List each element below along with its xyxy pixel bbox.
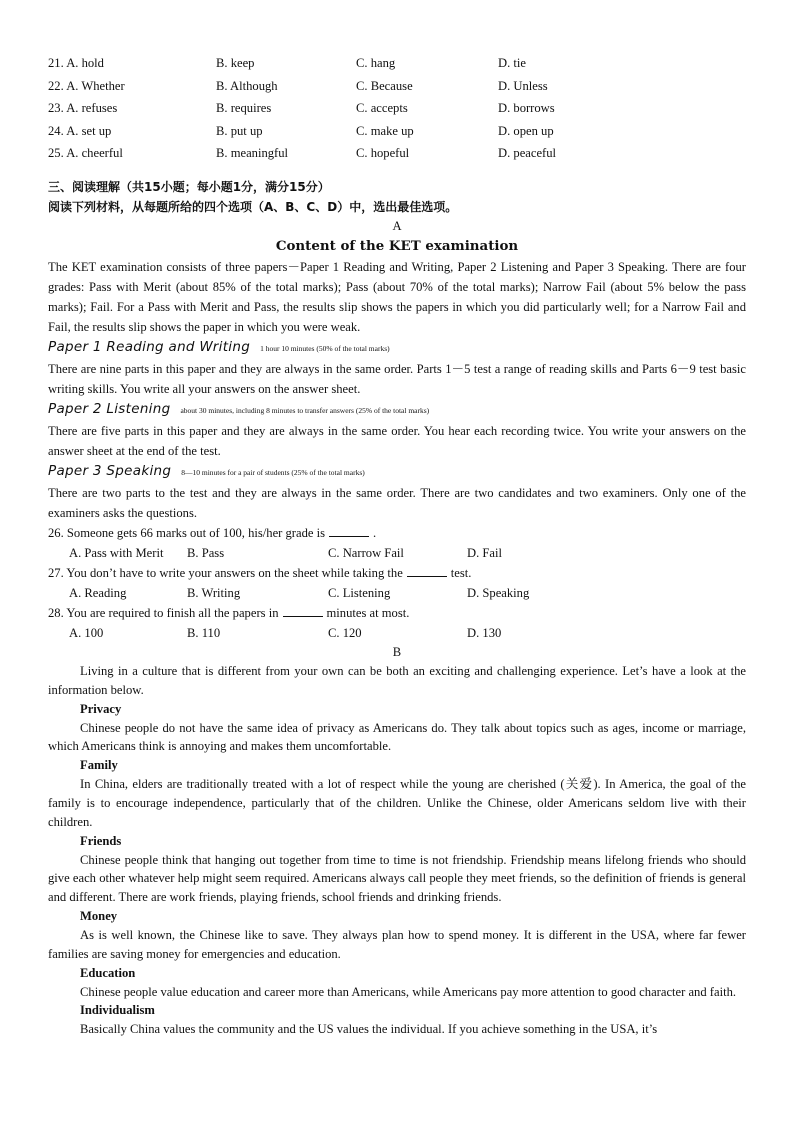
option-a: 25. A. cheerful bbox=[48, 146, 123, 161]
passage-a-letter: A bbox=[392, 218, 402, 233]
paper-3-text: There are two parts to the test and they are always in the same order. There are two candidates and two examiners. Only one of the examiners asks the questions. bbox=[48, 485, 746, 520]
option-b: B. Writing bbox=[187, 585, 241, 600]
section-text-family: In China, elders are traditionally treated with a lot of respect while the young are cherished (关爱). In America, the goal of the family is to encourage independence, particularly that of the children. Unlike the Chinese, older Americans seldom live with their children. bbox=[48, 777, 746, 829]
option-a: A. Pass with Merit bbox=[69, 545, 164, 560]
options-block bbox=[48, 52, 746, 165]
question-28-options bbox=[48, 623, 746, 643]
question-26-options bbox=[48, 543, 746, 563]
section-text-friends: Chinese people think that hanging out together from time to time is not friendship. Friendship means lifelong friends who should give each other whatever help might seem required. Americans always call people they meet friends, so the definition of friends is general and different. There are work friends, playing friends, school friends and drinking friends. bbox=[48, 852, 746, 905]
option-c: C. make up bbox=[356, 123, 414, 138]
section-text-privacy: Chinese people do not have the same idea of privacy as Americans do. They talk about topics such as ages, income or marriage, which Americans think is annoying and makes them uncomfortable. bbox=[48, 720, 746, 754]
option-d: D. Speaking bbox=[467, 585, 530, 600]
question-26: 26. Someone gets 66 marks out of 100, his/her grade is . bbox=[48, 525, 377, 540]
option-c: C. accepts bbox=[356, 101, 408, 116]
question-27: 27. You don’t have to write your answers on the sheet while taking the test. bbox=[48, 565, 472, 580]
option-c: C. 120 bbox=[328, 625, 362, 640]
option-row bbox=[48, 75, 746, 98]
option-d: D. open up bbox=[498, 123, 554, 138]
section-text-individualism: Basically China values the community and the US values the individual. If you achieve something in the USA, it’s bbox=[80, 1022, 658, 1037]
section-instruction: 阅读下列材料，从每题所给的四个选项（A、B、C、D）中，选出最佳选项。 bbox=[48, 199, 458, 214]
option-b: B. Although bbox=[216, 78, 278, 93]
option-a: A. Reading bbox=[69, 585, 127, 600]
section-heading-money: Money bbox=[80, 908, 118, 923]
paper-3-heading: Paper 3 Speaking 8—10 minutes for a pair of students (25% of the total marks) bbox=[48, 462, 365, 479]
section-heading-family: Family bbox=[80, 758, 118, 773]
section-heading-friends: Friends bbox=[80, 833, 122, 848]
option-a: 22. A. Whether bbox=[48, 78, 125, 93]
paper-2-note: about 30 minutes, including 8 minutes to transfer answers (25% of the total marks) bbox=[180, 405, 430, 415]
option-b: B. requires bbox=[216, 101, 272, 116]
passage-b-letter: B bbox=[392, 644, 402, 659]
paper-1-heading: Paper 1 Reading and Writing 1 hour 10 minutes (50% of the total marks) bbox=[48, 338, 390, 355]
paper-1-note: 1 hour 10 minutes (50% of the total marks) bbox=[260, 343, 390, 353]
option-d: D. tie bbox=[498, 56, 526, 70]
answer-blank bbox=[329, 524, 369, 537]
option-b: B. meaningful bbox=[216, 146, 289, 161]
section-heading-privacy: Privacy bbox=[80, 701, 122, 716]
section-heading-individualism: Individualism bbox=[80, 1003, 155, 1018]
answer-blank bbox=[283, 604, 323, 617]
option-d: D. Unless bbox=[498, 78, 548, 93]
option-c: C. hang bbox=[356, 56, 396, 70]
passage-a-intro: The KET examination consists of three papers－Paper 1 Reading and Writing, Paper 2 Listening and Paper 3 Speaking. There are four grades: Pass with Merit (about 85% of the total marks); Pass (about 70% of the total marks); Narrow Fail (about 5% below the pass marks); Fail. For a Pass with Merit and Pass, the results slip shows the papers in which you did particularly well; for a Narrow Fail and Fail, the results slip shows the paper in which you were weak. bbox=[48, 259, 746, 334]
option-d: D. peaceful bbox=[498, 146, 557, 161]
paper-1-text: There are nine parts in this paper and they are always in the same order. Parts 1－5 test a range of reading skills and Parts 6－9 test basic writing skills. You write all your answers on the answer sheet. bbox=[48, 361, 746, 396]
option-a: A. 100 bbox=[69, 625, 104, 640]
option-d: D. Fail bbox=[467, 545, 502, 560]
section-text-education: Chinese people value education and career more than Americans, while Americans pay more attention to good character and faith. bbox=[80, 984, 737, 999]
option-row bbox=[48, 52, 746, 75]
option-c: C. Because bbox=[356, 78, 413, 93]
question-28: 28. You are required to finish all the papers in minutes at most. bbox=[48, 605, 410, 620]
section-title: 三、阅读理解（共15小题；每小题1分，满分15分） bbox=[48, 179, 330, 194]
answer-blank bbox=[407, 564, 447, 577]
option-b: B. 110 bbox=[187, 625, 221, 640]
option-b: B. keep bbox=[216, 56, 255, 70]
passage-b-intro: Living in a culture that is different from your own can be both an exciting and challenging experience. Let’s have a look at the information below. bbox=[48, 663, 746, 697]
option-a: 24. A. set up bbox=[48, 123, 112, 138]
option-b: B. Pass bbox=[187, 545, 225, 560]
option-a: 21. A. hold bbox=[48, 56, 104, 70]
option-row bbox=[48, 142, 746, 165]
paper-3-note: 8—10 minutes for a pair of students (25% of the total marks) bbox=[181, 467, 365, 477]
section-heading-education: Education bbox=[80, 965, 136, 980]
paper-2-text: There are five parts in this paper and they are always in the same order. You hear each recording twice. You write your answers on the answer sheet at the end of the test. bbox=[48, 423, 746, 458]
exam-page bbox=[48, 52, 746, 1039]
paper-2-heading: Paper 2 Listening about 30 minutes, including 8 minutes to transfer answers (25% of the total marks) bbox=[48, 400, 430, 417]
option-c: C. hopeful bbox=[356, 146, 410, 161]
option-c: C. Narrow Fail bbox=[328, 545, 404, 560]
option-a: 23. A. refuses bbox=[48, 101, 118, 116]
question-27-options bbox=[48, 583, 746, 603]
option-row bbox=[48, 120, 746, 143]
option-row bbox=[48, 97, 746, 120]
passage-a-title: Content of the KET examination bbox=[275, 237, 519, 254]
option-b: B. put up bbox=[216, 123, 263, 138]
option-c: C. Listening bbox=[328, 585, 391, 600]
option-d: D. borrows bbox=[498, 101, 555, 116]
section-text-money: As is well known, the Chinese like to save. They always plan how to spend money. It is different in the USA, where far fewer families are saving money for emergencies and education. bbox=[48, 927, 746, 961]
option-d: D. 130 bbox=[467, 625, 502, 640]
